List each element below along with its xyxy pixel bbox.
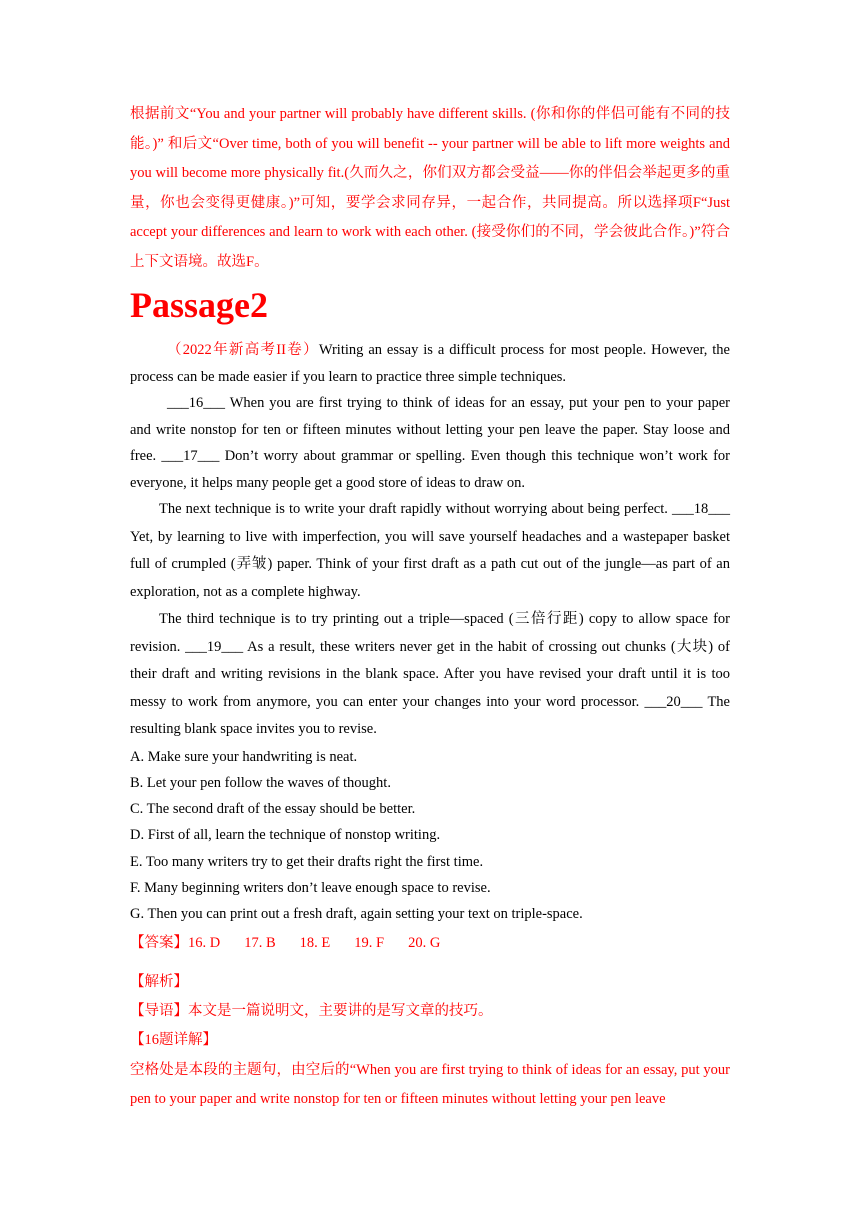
option-a: A. Make sure your handwriting is neat. (130, 748, 358, 765)
option-d: D. First of all, learn the technique of nonstop writing. (130, 827, 441, 844)
previous-explanation: 根据前文“You and your partner will probably have different skills. (你和你的伴侣可能有不同的技能。)” 和后文“Over time, both of you will benefit -- your partner will be able to lift more weights and you will become more physically fit.(久而久之，你们双方都会受益——你的伴侣会举起更多的重量，你也会变得更健康。)”可知，要学会求同存异，一起合作，共同提高。所以选择项F“Just accept your differences and learn to work with each other. (接受你们的不同，学会彼此合作。)”符合上下文语境。故选F。 (130, 106, 730, 270)
guide-label: 【导语】 (130, 1003, 188, 1020)
guide-paragraph (130, 997, 730, 1026)
q16-label: 【16题详解】 (130, 1032, 217, 1049)
answer-row (130, 928, 730, 958)
option-b: B. Let your pen follow the waves of thought. (130, 774, 391, 791)
option-e: E. Too many writers try to get their drafts right the first time. (130, 853, 484, 870)
intro-text: Writing an essay is a difficult process for most people. However, the process can be made easier if you learn to practice three simple techniques. (130, 342, 730, 385)
paragraph-3: The third technique is to try printing out a triple—spaced (三倍行距) copy to allow space for revision. ___19___ As a result, these writers never get in the habit of crossing out chunks (大块) of their draft and writing revisions in the blank space. After you have revised your draft until it is too messy to work from anymore, you can enter your changes into your word processor. ___20___ The resulting blank space invites you to revise. (130, 611, 730, 737)
passage-title: Passage2 (130, 285, 268, 325)
answer-20: 20. G (408, 934, 441, 951)
options-list (130, 744, 730, 928)
answer-16: 16. D (188, 934, 221, 951)
answer-18: 18. E (299, 934, 331, 951)
analysis-label: 【解析】 (130, 973, 188, 990)
answer-17: 17. B (244, 934, 276, 951)
passage-intro (130, 337, 730, 390)
paragraph-2: The next technique is to write your draft rapidly without worrying about being perfect. ___18___ Yet, by learning to live with imperfection, you will save yourself headaches and a wastepaper basket full of crumpled (弄皱) paper. Think of your first draft as a path cut out of the jungle—as part of an exploration, not as a complete highway. (130, 501, 730, 600)
option-f: F. Many beginning writers don’t leave enough space to revise. (130, 879, 491, 896)
option-c: C. The second draft of the essay should be better. (130, 801, 416, 818)
document-page (130, 100, 730, 1114)
guide-text: 本文是一篇说明文，主要讲的是写文章的技巧。 (188, 1003, 493, 1020)
answer-19: 19. F (354, 934, 385, 951)
paragraph-1: ___16___ When you are first trying to think of ideas for an essay, put your pen to your paper and write nonstop for ten or fifteen minutes without letting your pen leave the paper. Stay loose and free. ___17___ Don’t worry about grammar or spelling. Even though this technique won’t work for everyone, it helps many people get a good store of ideas to draw on. (130, 395, 730, 491)
option-g: G. Then you can print out a fresh draft, again setting your text on triple-space. (130, 906, 583, 923)
q16-explanation: 空格处是本段的主题句，由空后的“When you are first trying to think of ideas for an essay, put your pen to your paper and write nonstop for ten or fifteen minutes without letting your pen leave (130, 1061, 730, 1107)
answer-label: 【答案】 (130, 934, 188, 951)
source-label: （2022年新高考II卷） (167, 342, 319, 358)
